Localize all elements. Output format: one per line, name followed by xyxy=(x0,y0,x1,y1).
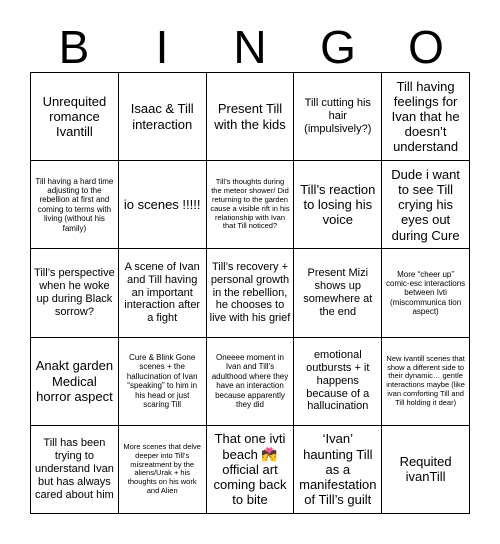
cell-text: Till having a hard time adjusting to the rebellion at first and coming to terms with living (without his family) xyxy=(35,176,114,233)
cell-text: Till’s thoughts during the meteor shower/ Did returning to the garden cause a visible rift in his relationship with Ivan that Till noticed? xyxy=(210,177,290,231)
bingo-cell[interactable] xyxy=(382,249,470,337)
bingo-cell[interactable] xyxy=(119,426,207,514)
bingo-cell[interactable] xyxy=(294,338,382,426)
bingo-cell[interactable] xyxy=(31,161,119,249)
cell-text: Present Mizi shows up somewhere at the end xyxy=(303,267,373,318)
cell-text: Present Till with the kids xyxy=(214,101,286,132)
bingo-cell[interactable] xyxy=(207,249,295,337)
cell-text: Isaac & Till interaction xyxy=(130,101,194,132)
bingo-cell[interactable] xyxy=(207,73,295,161)
cell-text: That one ivti beach 💏 official art coming back to bite xyxy=(213,431,287,508)
bingo-cell[interactable] xyxy=(207,161,295,249)
cell-text: More “cheer up” comic-esc interactions between Ivti (miscommunica tion aspect) xyxy=(386,269,466,317)
bingo-cell[interactable] xyxy=(382,426,470,514)
cell-text: Cure & Blink Gone scenes + the hallucination of Ivan “speaking” to him in his head or just scaring Till xyxy=(126,353,198,409)
bingo-cell[interactable] xyxy=(31,426,119,514)
bingo-header xyxy=(30,22,470,72)
cell-text: New ivantill scenes that show a different side to their dynamic… gentle interactions maybe (like ivan comforting Till and Till holding it dear) xyxy=(386,353,465,407)
bingo-cell[interactable] xyxy=(207,338,295,426)
cell-text: More scenes that delve deeper into Till’s misreatment by the aliens/Urak + his thoughts on his work and Alien xyxy=(123,442,201,495)
bingo-cell[interactable] xyxy=(382,73,470,161)
cell-text: Dude i want to see Till crying his eyes out during Cure xyxy=(391,166,460,243)
bingo-cell[interactable] xyxy=(294,73,382,161)
header-letter-g: G xyxy=(320,21,356,73)
bingo-cell[interactable] xyxy=(31,338,119,426)
cell-text: Till’s reaction to losing his voice xyxy=(300,181,376,228)
header-letter-b: B xyxy=(58,21,90,73)
cell-text: ‘Ivan’ haunting Till as a manifestation of Till’s guilt xyxy=(299,431,377,508)
cell-text: Oneeee moment in Ivan and Till’s adulthood where they have an interaction because apparently they did xyxy=(211,353,289,409)
cell-text: A scene of Ivan and Till having an important interaction after a fight xyxy=(124,260,201,325)
bingo-cell[interactable] xyxy=(31,73,119,161)
cell-text: io scenes !!!!! xyxy=(123,197,201,213)
header-letter-i: I xyxy=(155,21,169,73)
cell-text: Requited ivanTill xyxy=(399,454,452,485)
bingo-cell[interactable] xyxy=(294,249,382,337)
bingo-cell[interactable] xyxy=(294,426,382,514)
cell-text: Till’s perspective when he woke up during Black sorrow? xyxy=(34,267,115,318)
bingo-card-grid xyxy=(30,72,470,514)
bingo-cell[interactable] xyxy=(31,249,119,337)
header-letter-n: N xyxy=(233,21,267,73)
cell-text: Anakt garden Medical horror aspect xyxy=(35,358,114,404)
bingo-cell[interactable] xyxy=(119,73,207,161)
cell-text: Till having feelings for Ivan that he doesn’t understand xyxy=(391,78,460,155)
bingo-cell[interactable] xyxy=(382,338,470,426)
cell-text: Unrequited romance Ivantill xyxy=(42,93,107,140)
cell-text: Till cutting his hair (impulsively?) xyxy=(304,97,372,136)
bingo-cell[interactable] xyxy=(294,161,382,249)
cell-text: Till has been trying to understand Ivan but has always cared about him xyxy=(34,437,114,501)
bingo-cell[interactable] xyxy=(382,161,470,249)
cell-text: Till’s recovery + personal growth in the rebellion, he chooses to live with his grief xyxy=(209,260,291,325)
bingo-cell[interactable] xyxy=(207,426,295,514)
bingo-cell[interactable] xyxy=(119,338,207,426)
bingo-cell[interactable] xyxy=(119,249,207,337)
header-letter-o: O xyxy=(408,21,444,73)
cell-text: emotional outbursts + it happens because of a hallucination xyxy=(306,349,370,413)
bingo-cell[interactable] xyxy=(119,161,207,249)
